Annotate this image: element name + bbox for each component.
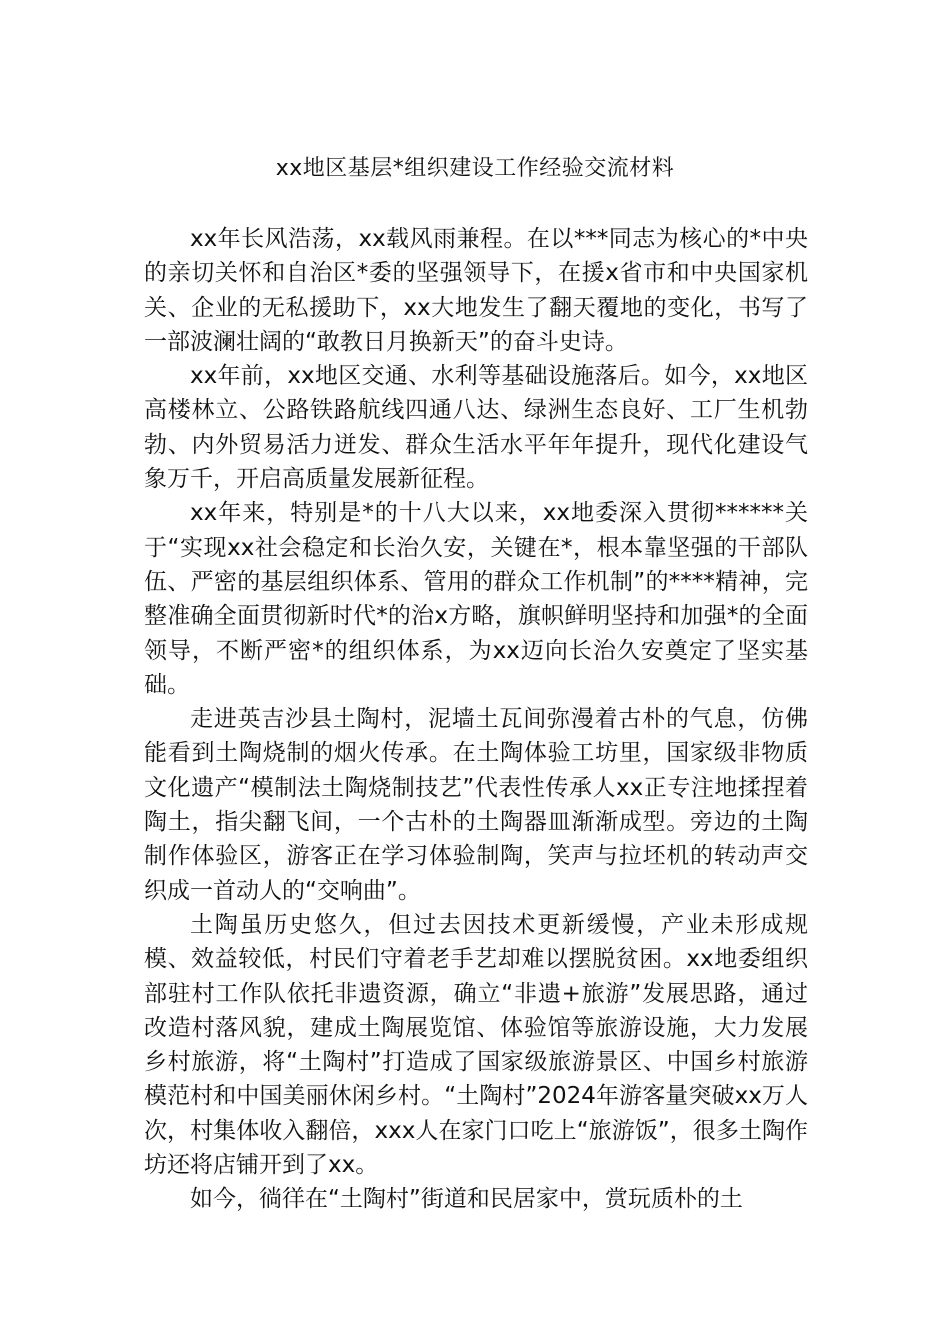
- paragraph-infrastructure: xx年前，xx地区交通、水利等基础设施落后。如今，xx地区高楼林立、公路铁路航线四通八达、绿洲生态良好、工厂生机勃勃、内外贸易活力迸发、群众生活水平年年提升，现代化建设气象万千，开启高质量发展新征程。: [144, 363, 808, 493]
- paragraph-party-building: xx年来，特别是*的十八大以来，xx地委深入贯彻******关于“实现xx社会稳定和长治久安，关键在*，根本靠坚强的干部队伍、严密的基层组织体系、管用的群众工作机制”的****精神，完整准确全面贯彻新时代*的治x方略，旗帜鲜明坚持和加强*的全面领导，不断严密*的组织体系，为xx迈向长治久安奠定了坚实基础。: [144, 500, 808, 698]
- paragraph-heritage-tourism: 土陶虽历史悠久，但过去因技术更新缓慢，产业未形成规模、效益较低，村民们守着老手艺却难以摆脱贫困。xx地委组织部驻村工作队依托非遗资源，确立“非遗+旅游”发展思路，通过改造村落风貌，建成土陶展览馆、体验馆等旅游设施，大力发展乡村旅游，将“土陶村”打造成了国家级旅游景区、中国乡村旅游模范村和中国美丽休闲乡村。“土陶村”2024年游客量突破xx万人次，村集体收入翻倍，xxx人在家门口吃上“旅游饭”，很多土陶作坊还将店铺开到了xx。: [144, 911, 808, 1179]
- paragraph-pottery-village: 走进英吉沙县土陶村，泥墙土瓦间弥漫着古朴的气息，仿佛能看到土陶烧制的烟火传承。在土陶体验工坊里，国家级非物质文化遗产“模制法土陶烧制技艺”代表性传承人xx正专注地揉捏着陶土，指尖翻飞间，一个古朴的土陶器皿渐渐成型。旁边的土陶制作体验区，游客正在学习体验制陶，笑声与拉坯机的转动声交织成一首动人的“交响曲”。: [144, 706, 808, 904]
- document-title: xx地区基层*组织建设工作经验交流材料: [275, 156, 675, 181]
- document-body: [144, 222, 808, 1217]
- paragraph-intro: xx年长风浩荡，xx载风雨兼程。在以***同志为核心的*中央的亲切关怀和自治区*委的坚强领导下，在援x省市和中央国家机关、企业的无私援助下，xx大地发生了翻天覆地的变化，书写了一部波澜壮阔的“敢教日月换新天”的奋斗史诗。: [144, 226, 808, 355]
- paragraph-today: 如今，徜徉在“土陶村”街道和民居家中，赏玩质朴的土: [190, 1186, 743, 1213]
